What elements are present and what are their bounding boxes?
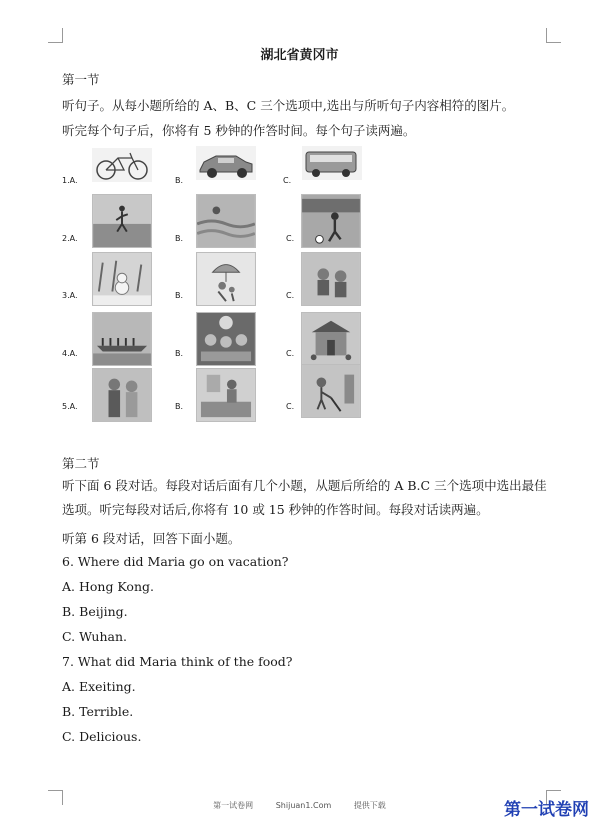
running-picture <box>92 194 152 248</box>
question-6-option-b: B. Beijing. <box>62 604 128 619</box>
bus-picture <box>302 146 362 180</box>
page-title: 湖北省黄冈市 <box>260 48 339 63</box>
kids-picture <box>301 252 361 306</box>
row-4-label: 4.A. <box>62 349 78 358</box>
row-1-label: 1.A. <box>62 176 78 185</box>
winter-scene-picture <box>92 252 152 306</box>
question-7-option-c: C. Delicious. <box>62 729 142 744</box>
soccer-picture <box>301 194 361 248</box>
row-5-option-c: C. <box>286 402 295 411</box>
rain-umbrella-picture <box>196 252 256 306</box>
question-7: 7. What did Maria think of the food? <box>62 654 293 669</box>
row-4-option-c: C. <box>286 349 295 358</box>
row-4-option-b: B. <box>175 349 184 358</box>
section1-instruction-2: 听完每个句子后，你将有 5 秒钟的作答时间。每个句子读两遍。 <box>62 123 416 138</box>
bicycle-picture <box>92 148 152 182</box>
section2-instruction: 听下面 6 段对话。每段对话后面有几个小题，从题后所给的 A B.C 三个选项中选出最佳选项。听完每段对话后,你将有 10 或 15 秒钟的作答时间。每段对话读两遍。 <box>62 478 547 517</box>
section1-instruction-1: 听句子。从每小题所给的 A、B、C 三个选项中,选出与所听句子内容相符的图片。 <box>62 98 515 113</box>
swimming-picture <box>196 194 256 248</box>
footer-left: 第一试卷网 <box>213 801 254 810</box>
row-5-option-b: B. <box>175 402 184 411</box>
row-2-label: 2.A. <box>62 234 78 243</box>
footer-right: 提供下载 <box>353 801 386 810</box>
section2-heading: 第二节 <box>62 456 100 471</box>
car-picture <box>196 146 256 180</box>
section1-heading: 第一节 <box>62 72 100 87</box>
row-3-label: 3.A. <box>62 291 78 300</box>
row-3-option-c: C. <box>286 291 295 300</box>
question-6: 6. Where did Maria go on vacation? <box>62 554 289 569</box>
row-2-option-b: B. <box>175 234 184 243</box>
question-7-option-b: B. Terrible. <box>62 704 134 719</box>
question-6-option-a: A. Hong Kong. <box>62 579 154 594</box>
family-dinner-picture <box>196 312 256 366</box>
section2-instruction-3: 听第 6 段对话，回答下面小题。 <box>62 531 241 546</box>
crop-mark-top-right <box>546 28 561 43</box>
helping-elderly-picture <box>92 368 152 422</box>
cleaning-picture <box>301 364 361 418</box>
row-2-option-c: C. <box>286 234 295 243</box>
watermark-logo: 第一试卷网 <box>504 800 589 820</box>
footer-mid: Shijuan1.Com <box>275 801 332 810</box>
row-1-option-b: B. <box>175 176 184 185</box>
row-5-label: 5.A. <box>62 402 78 411</box>
spring-festival-picture <box>301 312 361 366</box>
crop-mark-top-left <box>48 28 63 43</box>
cooking-picture <box>196 368 256 422</box>
row-1-option-c: C. <box>283 176 292 185</box>
dragon-boat-picture <box>92 312 152 366</box>
question-7-option-a: A. Exeiting. <box>62 679 136 694</box>
question-6-option-c: C. Wuhan. <box>62 629 127 644</box>
row-3-option-b: B. <box>175 291 184 300</box>
